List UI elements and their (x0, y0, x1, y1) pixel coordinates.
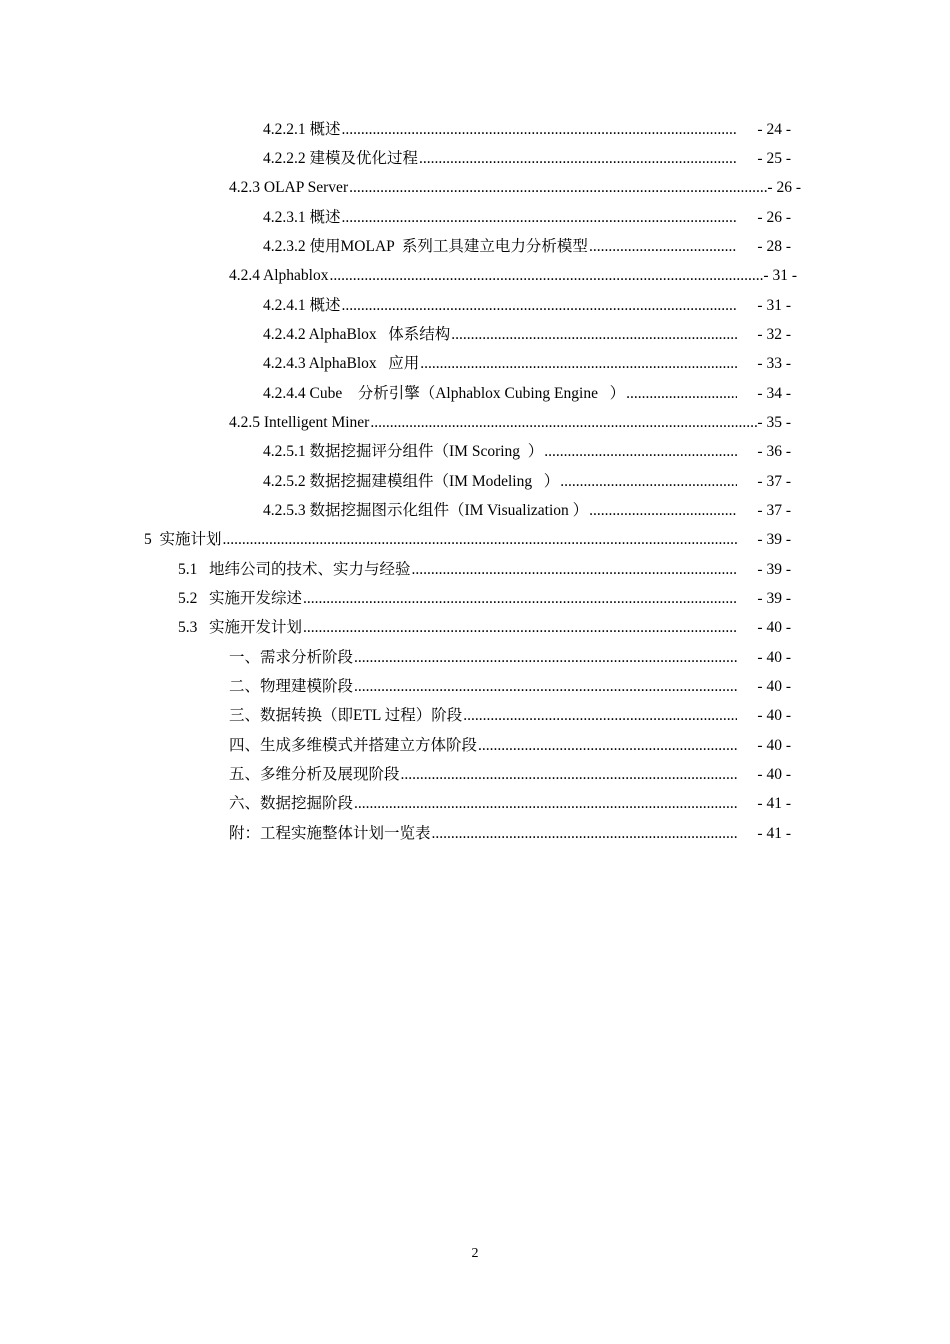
toc-entry[interactable] (144, 526, 791, 550)
toc-entry[interactable] (263, 438, 791, 462)
toc-entry[interactable] (229, 174, 801, 198)
toc-leader-dots (560, 472, 737, 492)
toc-entry-page: - 39 - (757, 531, 791, 548)
toc-leader-dots (354, 794, 737, 814)
toc-entry[interactable] (178, 556, 791, 580)
toc-entry-page: - 40 - (757, 766, 791, 783)
toc-entry-label: 5 实施计划 (144, 531, 222, 548)
page-number: 2 (471, 1246, 479, 1261)
toc-entry-page: - 40 - (757, 737, 791, 754)
toc-entry-label: 附：工程实施整体计划一览表 (229, 825, 431, 842)
toc-entry-label: 三、数据转换（即ETL 过程）阶段 (229, 707, 463, 724)
toc-entry-label: 4.2.5.1 数据挖掘评分组件（IM Scoring ） (263, 443, 544, 460)
toc-entry-label: 四、生成多维模式并搭建立方体阶段 (229, 737, 478, 754)
toc-leader-dots (420, 354, 737, 374)
toc-entry-page: - 35 - (757, 414, 791, 431)
toc-entry-label: 4.2.2.2 建模及优化过程 (263, 150, 419, 167)
toc-entry-label: 4.2.3.1 概述 (263, 209, 341, 226)
toc-entry[interactable] (229, 644, 791, 668)
toc-entry-label: 4.2.4.3 AlphaBlox 应用 (263, 355, 420, 372)
toc-entry-page: - 26 - (757, 209, 791, 226)
toc-entry-page: - 36 - (757, 443, 791, 460)
toc-leader-dots (451, 325, 737, 345)
toc-entry-page: - 24 - (757, 121, 791, 138)
toc-leader-dots (401, 765, 737, 785)
toc-entry[interactable] (229, 702, 791, 726)
toc-entry-page: - 37 - (757, 473, 791, 490)
toc-entry-page: - 25 - (757, 150, 791, 167)
toc-leader-dots (329, 266, 763, 286)
toc-leader-dots (626, 384, 737, 404)
toc-entry-label: 4.2.4.4 Cube 分析引擎（Alphablox Cubing Engine ） (263, 385, 626, 402)
toc-leader-dots (342, 296, 737, 316)
toc-entry-page: - 39 - (757, 561, 791, 578)
toc-entry-page: - 41 - (757, 825, 791, 842)
toc-entry-page: - 31 - (763, 267, 797, 284)
toc-entry[interactable] (263, 145, 791, 169)
toc-entry-page: - 40 - (757, 678, 791, 695)
toc-entry-label: 5.1 地纬公司的技术、实力与经验 (178, 561, 411, 578)
toc-entry-label: 4.2.5.2 数据挖掘建模组件（IM Modeling ） (263, 473, 560, 490)
toc-entry[interactable] (229, 732, 791, 756)
toc-entry-page: - 33 - (757, 355, 791, 372)
toc-entry[interactable] (229, 409, 791, 433)
toc-entry[interactable] (263, 468, 791, 492)
toc-entry-page: - 40 - (757, 649, 791, 666)
toc-entry[interactable] (263, 350, 791, 374)
toc-entry-page: - 34 - (757, 385, 791, 402)
toc-leader-dots (412, 560, 737, 580)
toc-leader-dots (370, 413, 757, 433)
toc-entry[interactable] (178, 585, 791, 609)
toc-entry[interactable] (263, 292, 791, 316)
toc-entry[interactable] (178, 614, 791, 638)
toc-entry-page: - 40 - (757, 619, 791, 636)
toc-entry-label: 4.2.5 Intelligent Miner (229, 414, 370, 431)
toc-leader-dots (589, 237, 737, 257)
toc-leader-dots (463, 706, 737, 726)
toc-entry-label: 4.2.4 Alphablox (229, 267, 329, 284)
toc-entry-label: 六、数据挖掘阶段 (229, 795, 354, 812)
toc-entry-label: 4.2.3 OLAP Server (229, 179, 349, 196)
toc-entry-label: 5.2 实施开发综述 (178, 590, 303, 607)
toc-entry-page: - 28 - (757, 238, 791, 255)
toc-entry-page: - 26 - (767, 179, 801, 196)
toc-entry[interactable] (263, 116, 791, 140)
toc-leader-dots (349, 178, 767, 198)
toc-leader-dots (354, 648, 737, 668)
toc-entry[interactable] (263, 204, 791, 228)
toc-entry-label: 4.2.2.1 概述 (263, 121, 341, 138)
toc-entry[interactable] (229, 262, 797, 286)
toc-entry-label: 5.3 实施开发计划 (178, 619, 303, 636)
toc-leader-dots (223, 530, 737, 550)
toc-entry[interactable] (263, 497, 791, 521)
toc-entry[interactable] (229, 820, 791, 844)
toc-entry[interactable] (263, 233, 791, 257)
toc-leader-dots (342, 208, 737, 228)
toc-entry-label: 4.2.5.3 数据挖掘图示化组件（IM Visualization ） (263, 502, 589, 519)
toc-leader-dots (589, 501, 737, 521)
toc-leader-dots (544, 442, 737, 462)
toc-entry-label: 一、需求分析阶段 (229, 649, 354, 666)
toc-entry-label: 4.2.4.2 AlphaBlox 体系结构 (263, 326, 451, 343)
toc-entry-label: 五、多维分析及展现阶段 (229, 766, 400, 783)
toc-entry[interactable] (229, 790, 791, 814)
toc-leader-dots (432, 824, 737, 844)
toc-leader-dots (342, 120, 737, 140)
toc-entry-label: 二、物理建模阶段 (229, 678, 354, 695)
toc-entry[interactable] (263, 380, 791, 404)
toc-entry-page: - 41 - (757, 795, 791, 812)
toc-leader-dots (303, 589, 737, 609)
toc-entry[interactable] (263, 321, 791, 345)
toc-leader-dots (478, 736, 737, 756)
toc-leader-dots (303, 618, 737, 638)
toc-leader-dots (354, 677, 737, 697)
toc-entry-label: 4.2.4.1 概述 (263, 297, 341, 314)
toc-entry[interactable] (229, 761, 791, 785)
toc-entry[interactable] (229, 673, 791, 697)
toc-entry-page: - 39 - (757, 590, 791, 607)
toc-entry-page: - 31 - (757, 297, 791, 314)
toc-entry-label: 4.2.3.2 使用MOLAP 系列工具建立电力分析模型 (263, 238, 588, 255)
toc-entry-page: - 40 - (757, 707, 791, 724)
toc-leader-dots (419, 149, 737, 169)
toc-entry-page: - 32 - (757, 326, 791, 343)
toc-entry-page: - 37 - (757, 502, 791, 519)
